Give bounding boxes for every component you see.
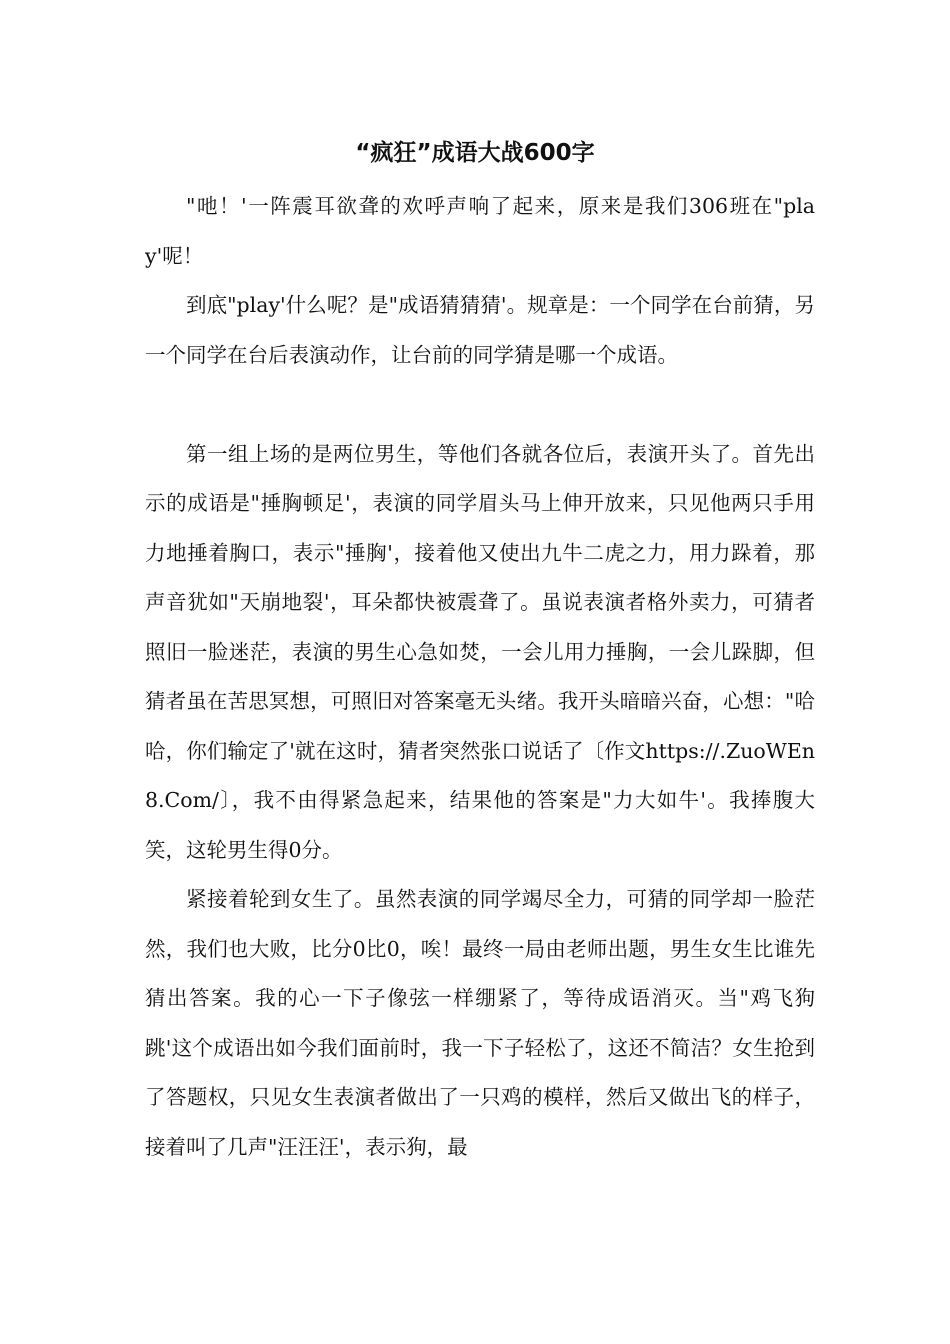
paragraph-1: "吔！'一阵震耳欲聋的欢呼声响了起来，原来是我们306班在"play'呢！: [145, 194, 815, 268]
paragraph-4: 紧接着轮到女生了。虽然表演的同学竭尽全力，可猜的同学却一脸茫然，我们也大败，比分0比0，唉！最终一局由老师出题，男生女生比谁先猜出答案。我的心一下子像弦一样绷紧了，等待成语消灭。当"鸡飞狗跳'这个成语出如今我们面前时，我一下子轻松了，这还不简洁？女生抢到了答题权，只见女生表演者做出了一只鸡的模样，然后又做出飞的样子，接着叫了几声"汪汪汪'，表示狗，最: [145, 887, 815, 1159]
document-title: “疯狂”成语大战600字: [355, 140, 595, 166]
paragraph-3: 第一组上场的是两位男生，等他们各就各位后，表演开头了。首先出示的成语是"捶胸顿足'，表演的同学眉头马上伸开放来，只见他两只手用力地捶着胸口，表示"捶胸'，接着他又使出九牛二虎之力，用力跺着，那声音犹如"天崩地裂'，耳朵都快被震聋了。虽说表演者格外卖力，可猜者照旧一脸迷茫，表演的男生心急如焚，一会儿用力捶胸，一会儿跺脚，但猜者虽在苦思冥想，可照旧对答案毫无头绪。我开头暗暗兴奋，心想："哈哈，你们输定了'就在这时，猜者突然张口说话了〔作文https://.ZuoWEn8.Com/〕，我不由得紧急起来，结果他的答案是"力大如牛'。我捧腹大笑，这轮男生得0分。: [145, 441, 815, 862]
paragraph-spacer: [145, 380, 815, 430]
paragraph-2: 到底"play'什么呢？是"成语猜猜猜'。规章是：一个同学在台前猜，另一个同学在台后表演动作，让台前的同学猜是哪一个成语。: [145, 293, 815, 367]
document-body: [145, 182, 815, 1172]
